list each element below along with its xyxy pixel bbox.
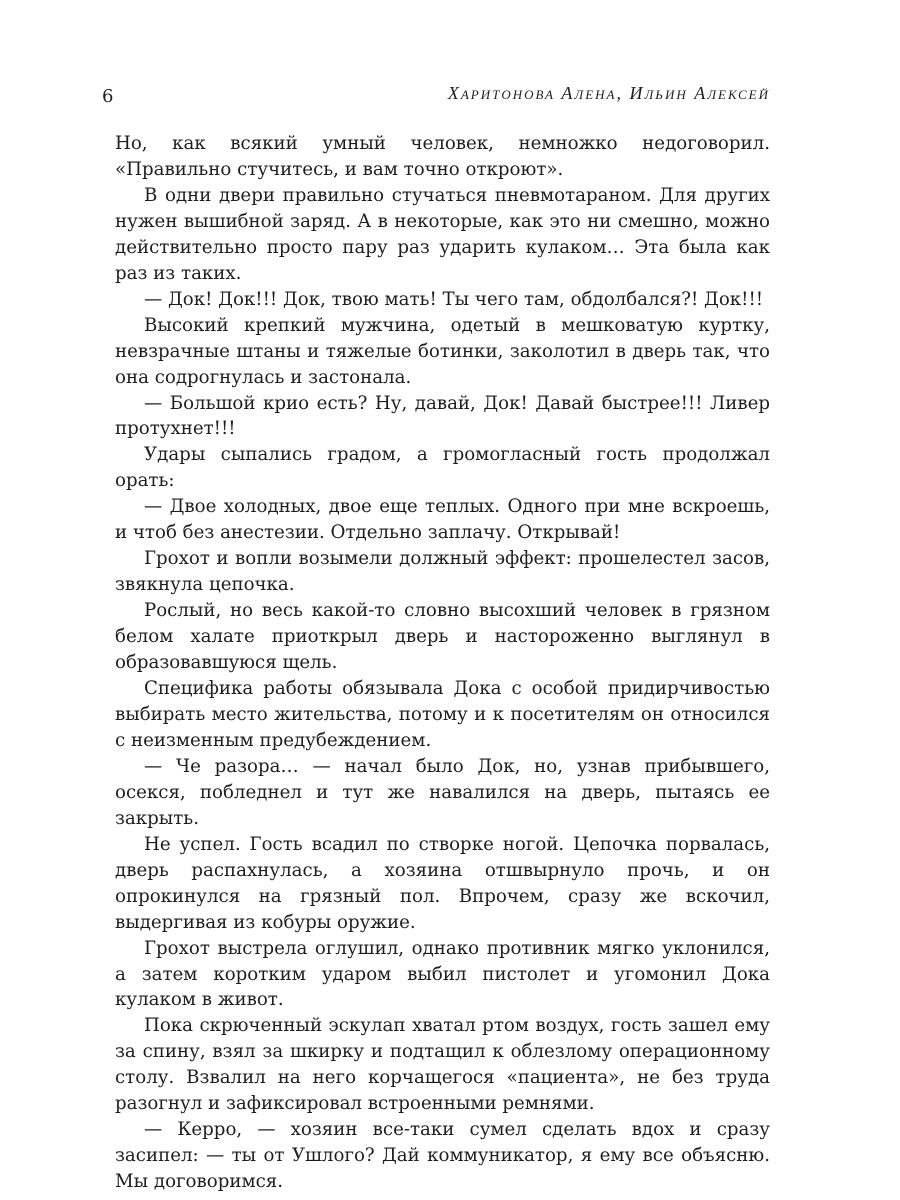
paragraph: Высокий крепкий мужчина, одетый в мешковатую куртку, невзрачные штаны и тяжелые ботинки, заколотил в дверь так, что она содрогнулась и застонала. [115, 314, 770, 388]
paragraph: — Двое холодных, двое еще теплых. Одного при мне вскроешь, и чтоб без анестезии. Отдельно заплачу. Открывай! [115, 496, 770, 544]
paragraph: — Большой крио есть? Ну, давай, Док! Давай быстрее!!! Ливер протухнет!!! [115, 392, 770, 440]
running-head: Харитонова Алена, Ильин Алексей [447, 83, 770, 103]
text-body [115, 131, 770, 1195]
paragraph: В одни двери правильно стучаться пневмотараном. Для других нужен вышибной заряд. А в некоторые, как это ни смешно, можно действительно просто пару раз ударить кулаком… Эта была как раз из таких. [115, 184, 770, 284]
paragraph: Специфика работы обязывала Дока с особой придирчивостью выбирать место жительства, потому и к посетителям он относился с неизменным предубеждением. [115, 678, 770, 751]
page-number: 6 [102, 86, 114, 107]
paragraph: Рослый, но весь какой-то словно высохший человек в грязном белом халате приоткрыл дверь и настороженно выглянул в образовавшуюся щель. [115, 600, 770, 674]
paragraph: Удары сыпались градом, а громогласный гость продолжал орать: [115, 444, 770, 492]
paragraph: Грохот выстрела оглушил, однако противник мягко уклонился, а затем коротким ударом выбил пистолет и угомонил Дока кулаком в живот. [115, 937, 770, 1011]
paragraph: — Док! Док!!! Док, твою мать! Ты чего там, обдолбался?! Док!!! [144, 288, 764, 310]
paragraph: Не успел. Гость всадил по створке ногой. Цепочка порвалась, дверь распахнулась, а хозяина отшвырнуло прочь, и он опрокинулся на грязный пол. Впрочем, сразу же вскочил, выдергивая из кобуры оружие. [115, 833, 770, 933]
paragraph: — Керро, — хозяин все-таки сумел сделать вдох и сразу засипел: — ты от Ушлого? Дай коммуникатор, я ему все объясню. Мы договоримся. [115, 1119, 770, 1193]
paragraph: Но, как всякий умный человек, немножко недоговорил. «Правильно стучитесь, и вам точно откроют». [115, 133, 770, 180]
paragraph: Грохот и вопли возымели должный эффект: прошелестел засов, звякнула цепочка. [115, 548, 770, 596]
paragraph: — Че разора… — начал было Док, но, узнав прибывшего, осекся, побледнел и тут же навалился на дверь, пытаясь ее закрыть. [115, 755, 770, 829]
paragraph: Пока скрюченный эскулап хватал ртом воздух, гость зашел ему за спину, взял за шкирку и подтащил к облезлому операционному столу. Взвалил на него корчащегося «пациента», не без труда разогнул и зафиксировал встроенными ремнями. [115, 1015, 770, 1115]
